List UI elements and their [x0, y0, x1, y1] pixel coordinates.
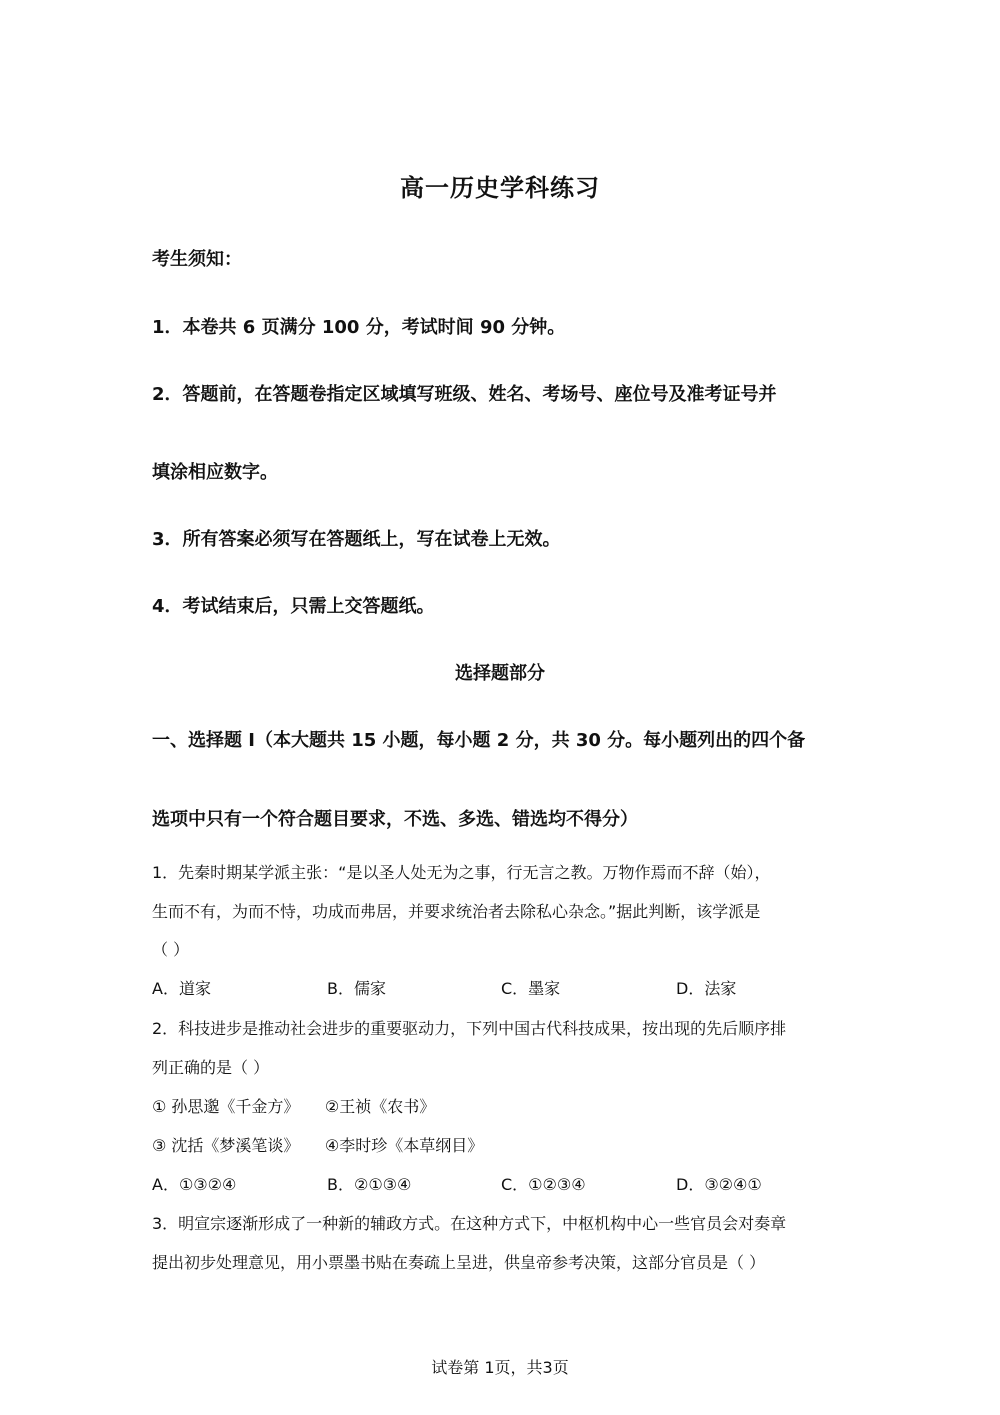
question-1-line-1: 1．先秦时期某学派主张：“是以圣人处无为之事，行无言之教。万物作焉而不辞（始）， — [152, 863, 771, 882]
question-1-option-d: D．法家 — [676, 979, 737, 998]
notice-item-2: 2．答题前，在答题卷指定区域填写班级、姓名、考场号、座位号及准考证号并 — [152, 384, 777, 405]
part-one-heading: 一、选择题 I（本大题共 15 小题，每小题 2 分，共 30 分。每小题列出的四个备 — [152, 730, 806, 751]
page-title: 高一历史学科练习 — [400, 174, 600, 202]
question-1-option-c: C．墨家 — [501, 979, 561, 998]
part-one-heading-cont: 选项中只有一个符合题目要求，不选、多选、错选均不得分） — [152, 809, 638, 830]
question-1-line-2: 生而不有，为而不恃，功成而弗居，并要求统治者去除私心杂念。”据此判断，该学派是 — [152, 902, 761, 921]
notice-item-4: 4．考试结束后，只需上交答题纸。 — [152, 596, 435, 617]
question-2-line-1: 2．科技进步是推动社会进步的重要驱动力，下列中国古代科技成果，按出现的先后顺序排 — [152, 1019, 787, 1038]
question-2-option-b: B．②①③④ — [327, 1175, 412, 1194]
question-1-option-b: B．儒家 — [327, 979, 386, 998]
question-3-line-1: 3．明宣宗逐渐形成了一种新的辅政方式。在这种方式下，中枢机构中心一些官员会对奏章 — [152, 1214, 787, 1233]
question-1-line-3: （ ） — [152, 940, 190, 959]
notice-heading: 考生须知： — [152, 249, 242, 270]
notice-item-1: 1．本卷共 6 页满分 100 分，考试时间 90 分钟。 — [152, 317, 566, 338]
page-footer: 试卷第 1页，共3页 — [431, 1358, 569, 1377]
question-2-item-1: ① 孙思邈《千金方》 ②王祯《农书》 — [152, 1097, 436, 1116]
notice-item-3: 3．所有答案必须写在答题纸上，写在试卷上无效。 — [152, 529, 561, 550]
question-2-option-d: D．③②④① — [676, 1175, 762, 1194]
question-2-option-a: A．①③②④ — [152, 1175, 237, 1194]
notice-item-2-cont: 填涂相应数字。 — [152, 462, 278, 483]
question-2-option-c: C．①②③④ — [501, 1175, 586, 1194]
question-1-option-a: A．道家 — [152, 979, 211, 998]
question-2-line-2: 列正确的是（ ） — [152, 1058, 270, 1077]
section-title: 选择题部分 — [455, 663, 545, 684]
question-2-item-2: ③ 沈括《梦溪笔谈》 ④李时珍《本草纲目》 — [152, 1136, 484, 1155]
question-3-line-2: 提出初步处理意见，用小票墨书贴在奏疏上呈进，供皇帝参考决策，这部分官员是（ ） — [152, 1253, 766, 1272]
